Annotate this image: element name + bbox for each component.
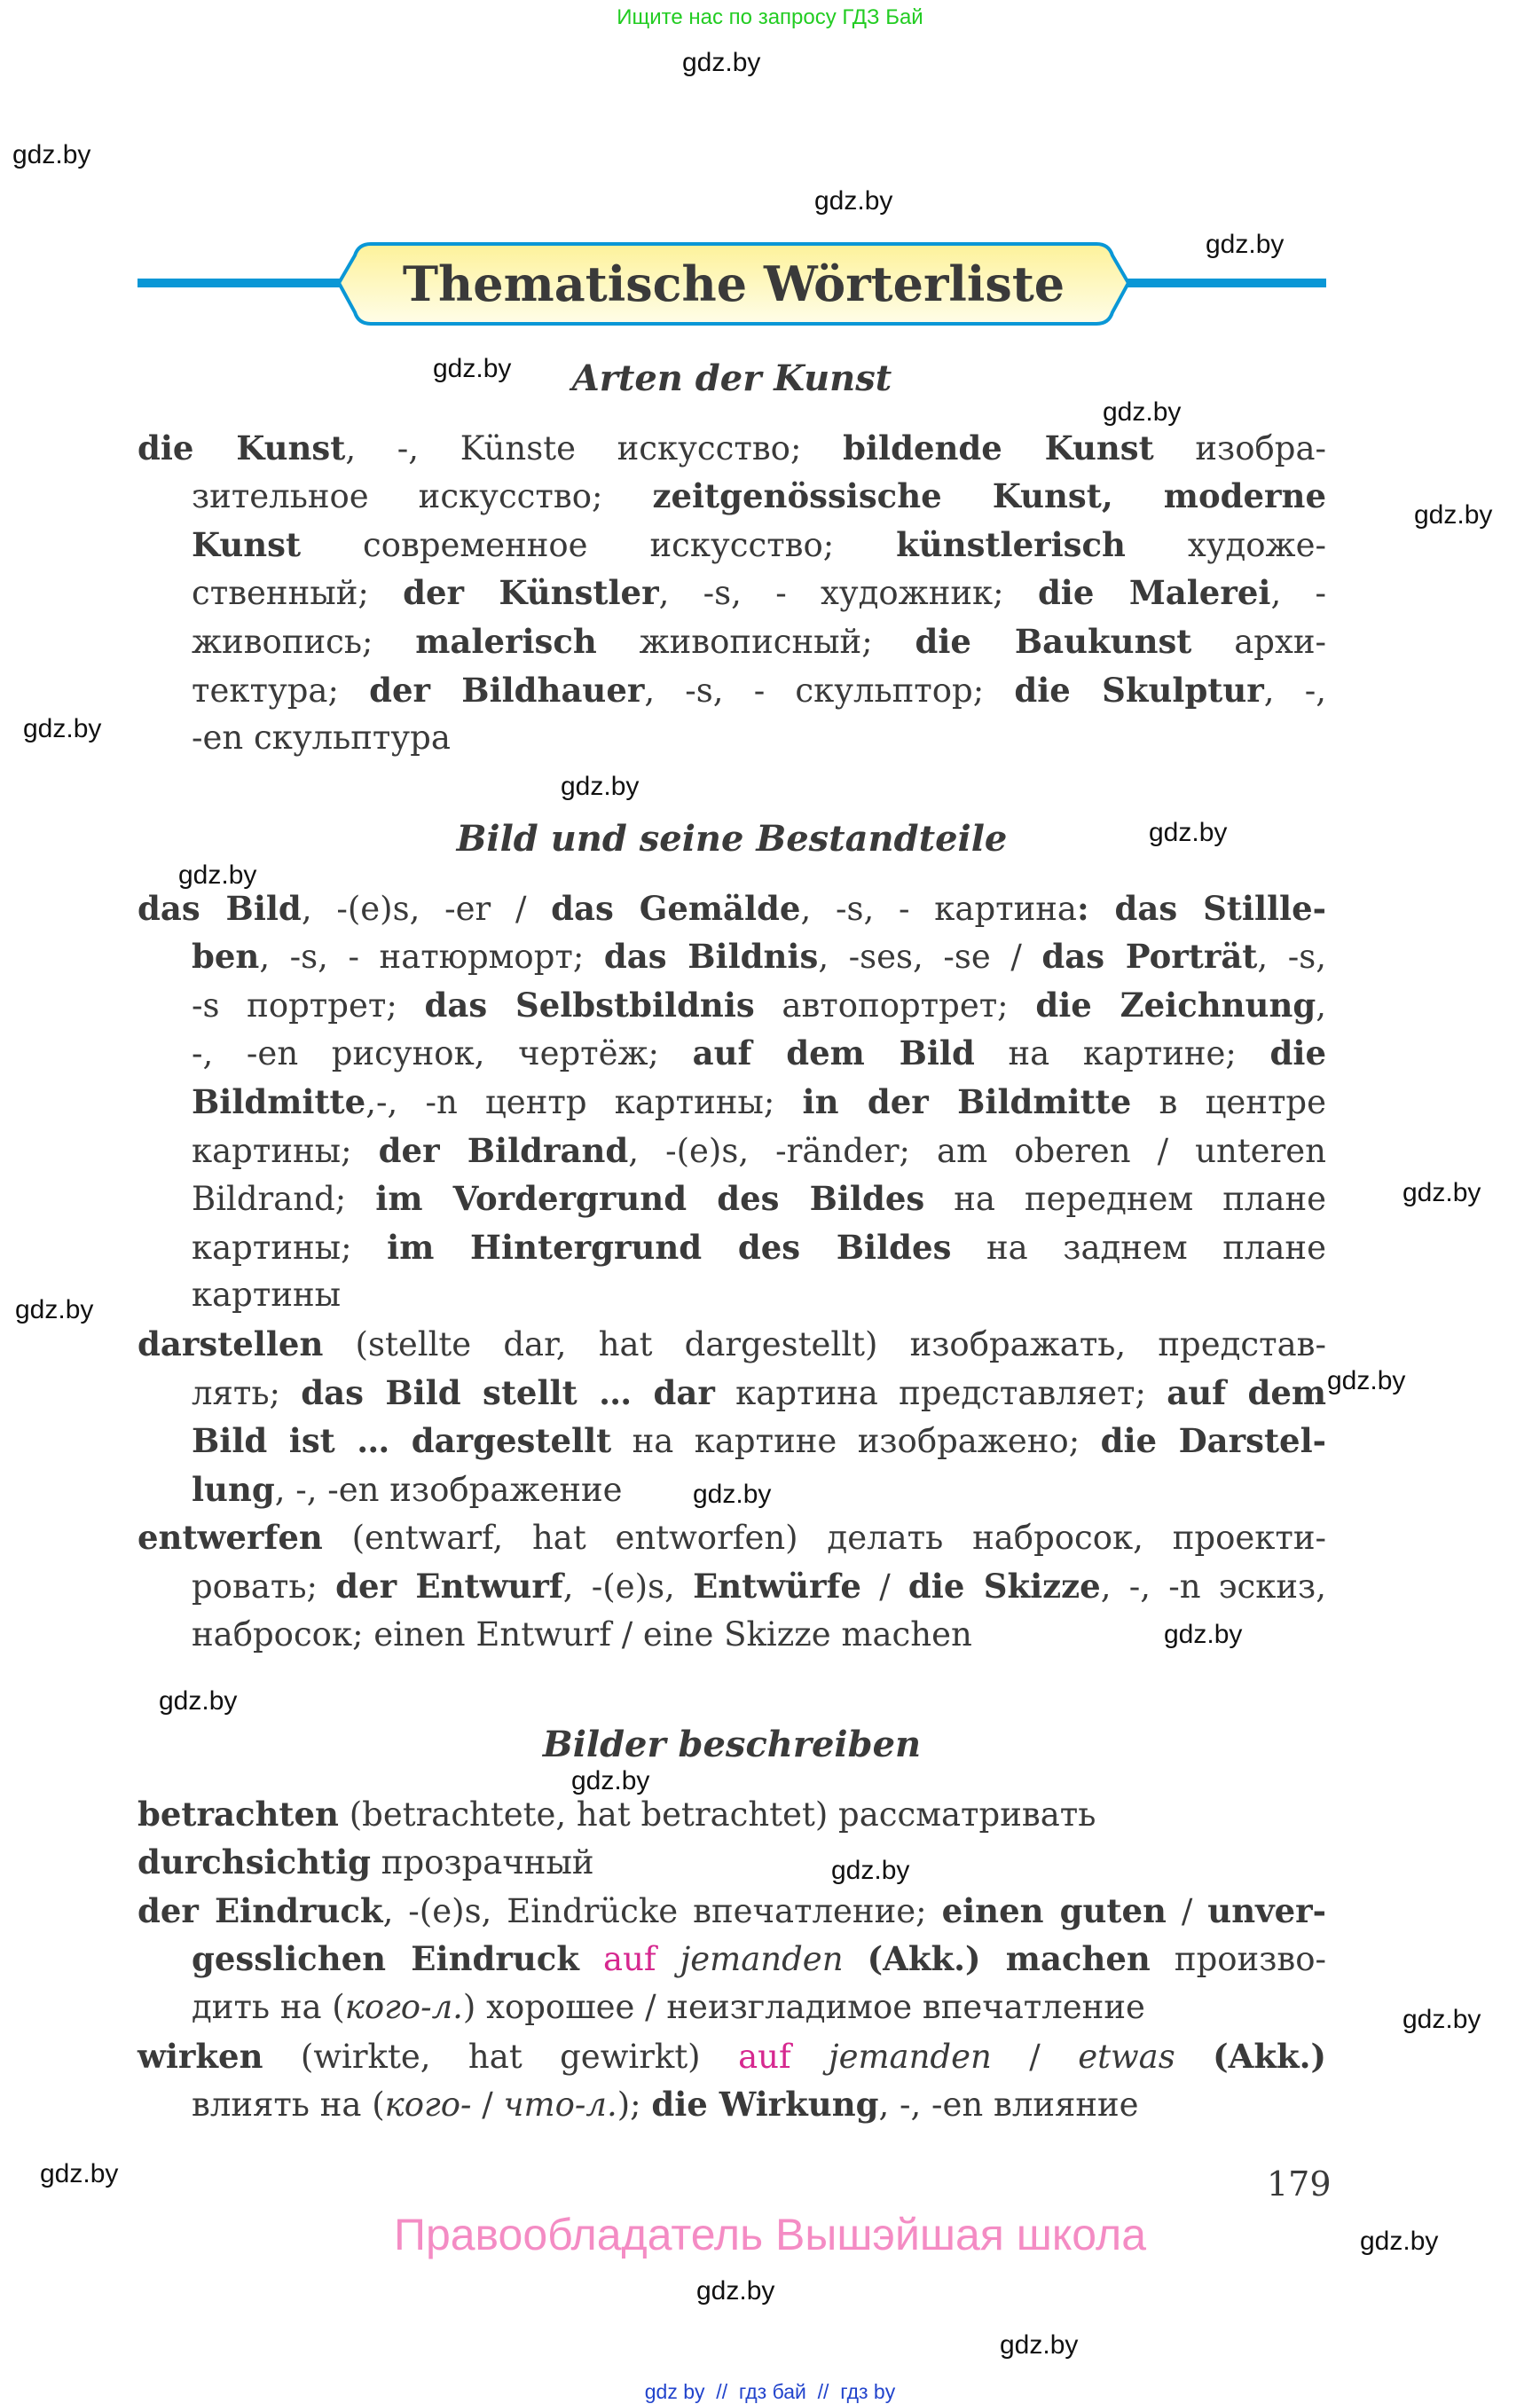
term: die Zeichnung [1035,985,1316,1025]
translation: , -, -en изображение [274,1470,623,1509]
glossary-entry [138,424,1326,763]
term: die [1269,1033,1326,1073]
translation: зительное искусство; [192,477,653,516]
term: Entwürfe [693,1566,861,1606]
gdz-watermark: gdz.by [1402,1178,1481,1207]
entry-line [138,884,1326,933]
glossary-entry [138,1887,1326,2032]
entry-line [138,981,1326,1030]
translation: , -(e)s, Eindrücke впечатление; [382,1891,942,1930]
entry-line [138,1611,1326,1660]
entry-line [138,424,1326,473]
translation: (betrachtete, hat betrachtet) рассматривать [338,1795,1096,1834]
copyright-owner-note: Правообладатель Вышэйшая школа [394,2210,1146,2259]
term: wirken [138,2036,263,2076]
term: der Bildrand [378,1130,629,1170]
entry-line [138,1223,1326,1272]
translation: влиять на ( [192,2086,385,2125]
term: der Entwurf [335,1566,563,1606]
translation: , - [1270,574,1326,613]
term: der Künstler [403,573,659,613]
term: auf dem Bild [692,1033,975,1073]
term: ben [192,937,260,977]
gdz-watermark: gdz.by [1149,818,1228,847]
translation: живопись; [192,622,416,661]
translation: картины [192,1276,342,1315]
translation: автопортрет; [754,986,1036,1025]
entry-line [138,714,1326,763]
entry-line [138,932,1326,981]
gdz-watermark: gdz.by [693,1480,772,1509]
term: die Malerei [1037,573,1271,613]
term: einen guten [941,1890,1167,1930]
glossary-entry [138,2032,1326,2129]
term: im Hintergrund des Bildes [387,1227,952,1267]
gdz-watermark: gdz.by [433,354,512,383]
term: entwerfen [138,1518,323,1558]
gdz-watermark: gdz.by [1000,2330,1079,2360]
entry-line [138,1175,1326,1223]
term: (Akk.) [1213,2036,1326,2076]
gdz-watermark: gdz.by [1360,2227,1439,2256]
term: in der Bildmitte [802,1081,1132,1121]
italic-note: etwas [1078,2037,1175,2076]
gdz-watermark: gdz.by [682,48,761,77]
translation: архи- [1191,622,1326,661]
translation: , -, -en влияние [878,2086,1139,2125]
highlighted-preposition: auf [578,1940,680,1979]
term: die Skizze [908,1566,1101,1606]
translation: прозрачный [371,1843,594,1882]
translation: ); [617,2086,652,2125]
term: durchsichtig [138,1842,372,1882]
glossary-entry [138,1838,1326,1887]
translation: изобра- [1153,428,1327,467]
term: lung [192,1469,275,1509]
translation: (stellte dar, hat dargestellt) изображать, представ- [323,1324,1326,1363]
translation: , -(e)s, -ränder; am oberen / unteren [628,1131,1326,1170]
term: darstellen [138,1324,324,1363]
translation: Bildrand; [192,1180,376,1219]
term: das Selbstbildnis [424,985,755,1025]
term: künstlerisch [896,524,1126,564]
translation: , -, [1263,671,1326,710]
entry-line [138,1513,1326,1562]
gdz-watermark: gdz.by [831,1856,910,1885]
term: bildende Kunst [843,428,1154,467]
gdz-watermark: gdz.by [12,140,91,169]
translation: , -, -n эскиз, [1100,1567,1326,1606]
entry-line [138,1029,1326,1078]
translation: , -s, - скульптор; [644,671,1015,710]
gdz-watermark: gdz.by [178,860,257,890]
section-bilder-beschreiben [138,1721,1326,2129]
translation: -s портрет; [192,986,425,1025]
entry-line [138,1127,1326,1175]
italic-note: кого-л. [344,1987,463,2026]
term: das Bild [138,888,302,928]
translation: , -(e)s, -er / [301,889,552,928]
entry-line [138,472,1326,521]
glossary-entry [138,1790,1326,1839]
term: die Kunst [138,428,346,467]
translation: в центре [1131,1082,1326,1121]
term: unver- [1207,1890,1326,1930]
translation: , -s, - натюрморт; [259,938,604,977]
bottom-links-note: gdz by // гдз бай // гдз by [644,2380,896,2403]
translation: ) хорошее / неизгладимое впечатление [462,1987,1145,2026]
entry-line [138,1562,1326,1611]
entry-line [138,1790,1326,1839]
term: (Akk.) machen [867,1939,1151,1979]
term: zeitgenössische Kunst, moderne [652,476,1326,516]
entry-line [138,569,1326,617]
translation [844,1940,868,1978]
highlighted-preposition: auf [738,2037,791,2076]
translation: ственный; [192,574,404,613]
entry-line [138,1320,1326,1369]
translation: ровать; [192,1567,336,1606]
top-search-note: Ищите нас по запросу ГДЗ Бай [617,5,923,29]
translation: картина представляет; [714,1373,1167,1412]
term: die Baukunst [915,621,1192,661]
term: das Gemälde [551,888,801,928]
term: der Bildhauer [369,670,645,710]
translation: картины; [192,1228,388,1267]
translation: тектура; [192,671,370,710]
section-heading: Arten der Kunst [571,357,892,399]
translation: / [991,2037,1079,2076]
gdz-watermark: gdz.by [23,714,102,743]
term: : das Stillle- [1076,888,1327,928]
term: betrachten [138,1794,339,1834]
translation [791,2038,829,2076]
translation: / [471,2086,504,2125]
translation: , -s, [1257,938,1326,977]
italic-note: jemanden [829,2037,992,2076]
translation: , [1316,986,1326,1025]
italic-note: кого- [384,2086,472,2125]
term: Kunst [192,524,302,564]
gdz-watermark: gdz.by [40,2159,119,2188]
translation: живописный; [596,622,915,661]
italic-note: что-л. [503,2086,617,2125]
translation: набросок; einen Entwurf / eine Skizze machen [192,1614,972,1654]
term: malerisch [415,621,597,661]
entry-line [138,617,1326,666]
glossary-entry [138,884,1326,1320]
translation: дить на ( [192,1987,345,2026]
gdz-watermark: gdz.by [571,1766,650,1795]
term: Bild ist … dargestellt [192,1421,612,1461]
translation: картины; [192,1131,379,1170]
gdz-watermark: gdz.by [1327,1366,1406,1395]
page-title: Thematische Wörterliste [402,255,1065,312]
gdz-watermark: gdz.by [15,1295,94,1324]
entry-line [138,1417,1326,1465]
entry-line [138,1369,1326,1418]
gdz-watermark: gdz.by [1402,2005,1481,2034]
term: im Vordergrund des Bildes [375,1179,925,1219]
page-number: 179 [1267,2164,1332,2204]
section-bild-und-bestandteile [138,815,1326,1659]
term: die Darstel- [1100,1421,1326,1461]
translation: , -(e)s, [562,1567,694,1606]
gdz-watermark: gdz.by [814,186,893,216]
entry-line [138,1838,1326,1887]
term: Bildmitte [192,1081,366,1121]
translation: -, -en рисунок, чертёж; [192,1034,693,1073]
gdz-watermark: gdz.by [1164,1620,1243,1649]
entry-line [138,1984,1326,2032]
translation: -en скульптура [192,719,451,758]
translation: лять; [192,1373,302,1412]
translation: , -s, - картина [800,889,1077,928]
entry-line [138,1078,1326,1127]
title-banner [335,241,1132,326]
term: die Wirkung [651,2085,879,2125]
term: das Bild stellt … dar [301,1372,715,1412]
translation: (wirkte, hat gewirkt) [263,2037,739,2076]
gdz-watermark: gdz.by [1103,397,1182,427]
translation: художе- [1125,525,1326,564]
term: der Eindruck [138,1890,383,1930]
gdz-watermark: gdz.by [561,772,640,801]
translation [1175,2038,1213,2076]
entry-line [138,1887,1326,1936]
translation: на картине изображено; [611,1422,1101,1461]
translation: на картине; [974,1034,1270,1073]
entry-line [138,666,1326,715]
glossary-entry [138,1513,1326,1659]
term: das Porträt [1041,937,1258,977]
term: die Skulptur [1014,670,1264,710]
entry-line [138,2080,1326,2129]
translation: ,-, -n центр картины; [365,1082,803,1121]
gdz-watermark: gdz.by [159,1686,238,1716]
gdz-watermark: gdz.by [1206,230,1285,259]
entry-line [138,2032,1326,2081]
translation: на переднем плане [924,1180,1327,1219]
section-heading: Bild und seine Bestandteile [456,818,1008,860]
term: das Bildnis [603,937,819,977]
translation: , -, Künste искусство; [345,428,844,467]
translation: / [860,1567,908,1606]
entry-line [138,1271,1326,1320]
italic-note: jemanden [680,1940,844,1979]
entry-line [138,521,1326,570]
translation: на заднем плане [951,1228,1326,1267]
translation: , -ses, -se / [818,938,1042,977]
translation: / [1166,1891,1208,1930]
translation: (entwarf, hat entworfen) делать набросок, проекти- [322,1519,1326,1558]
gdz-watermark: gdz.by [696,2276,775,2306]
translation: , -s, - художник; [658,574,1038,613]
gdz-watermark: gdz.by [1414,500,1493,530]
term: auf dem [1167,1372,1327,1412]
section-heading: Bilder beschreiben [542,1724,922,1765]
entry-line [138,1935,1326,1984]
translation: произво- [1150,1940,1326,1979]
term: gesslichen Eindruck [192,1939,579,1979]
translation: современное искусство; [301,525,897,564]
